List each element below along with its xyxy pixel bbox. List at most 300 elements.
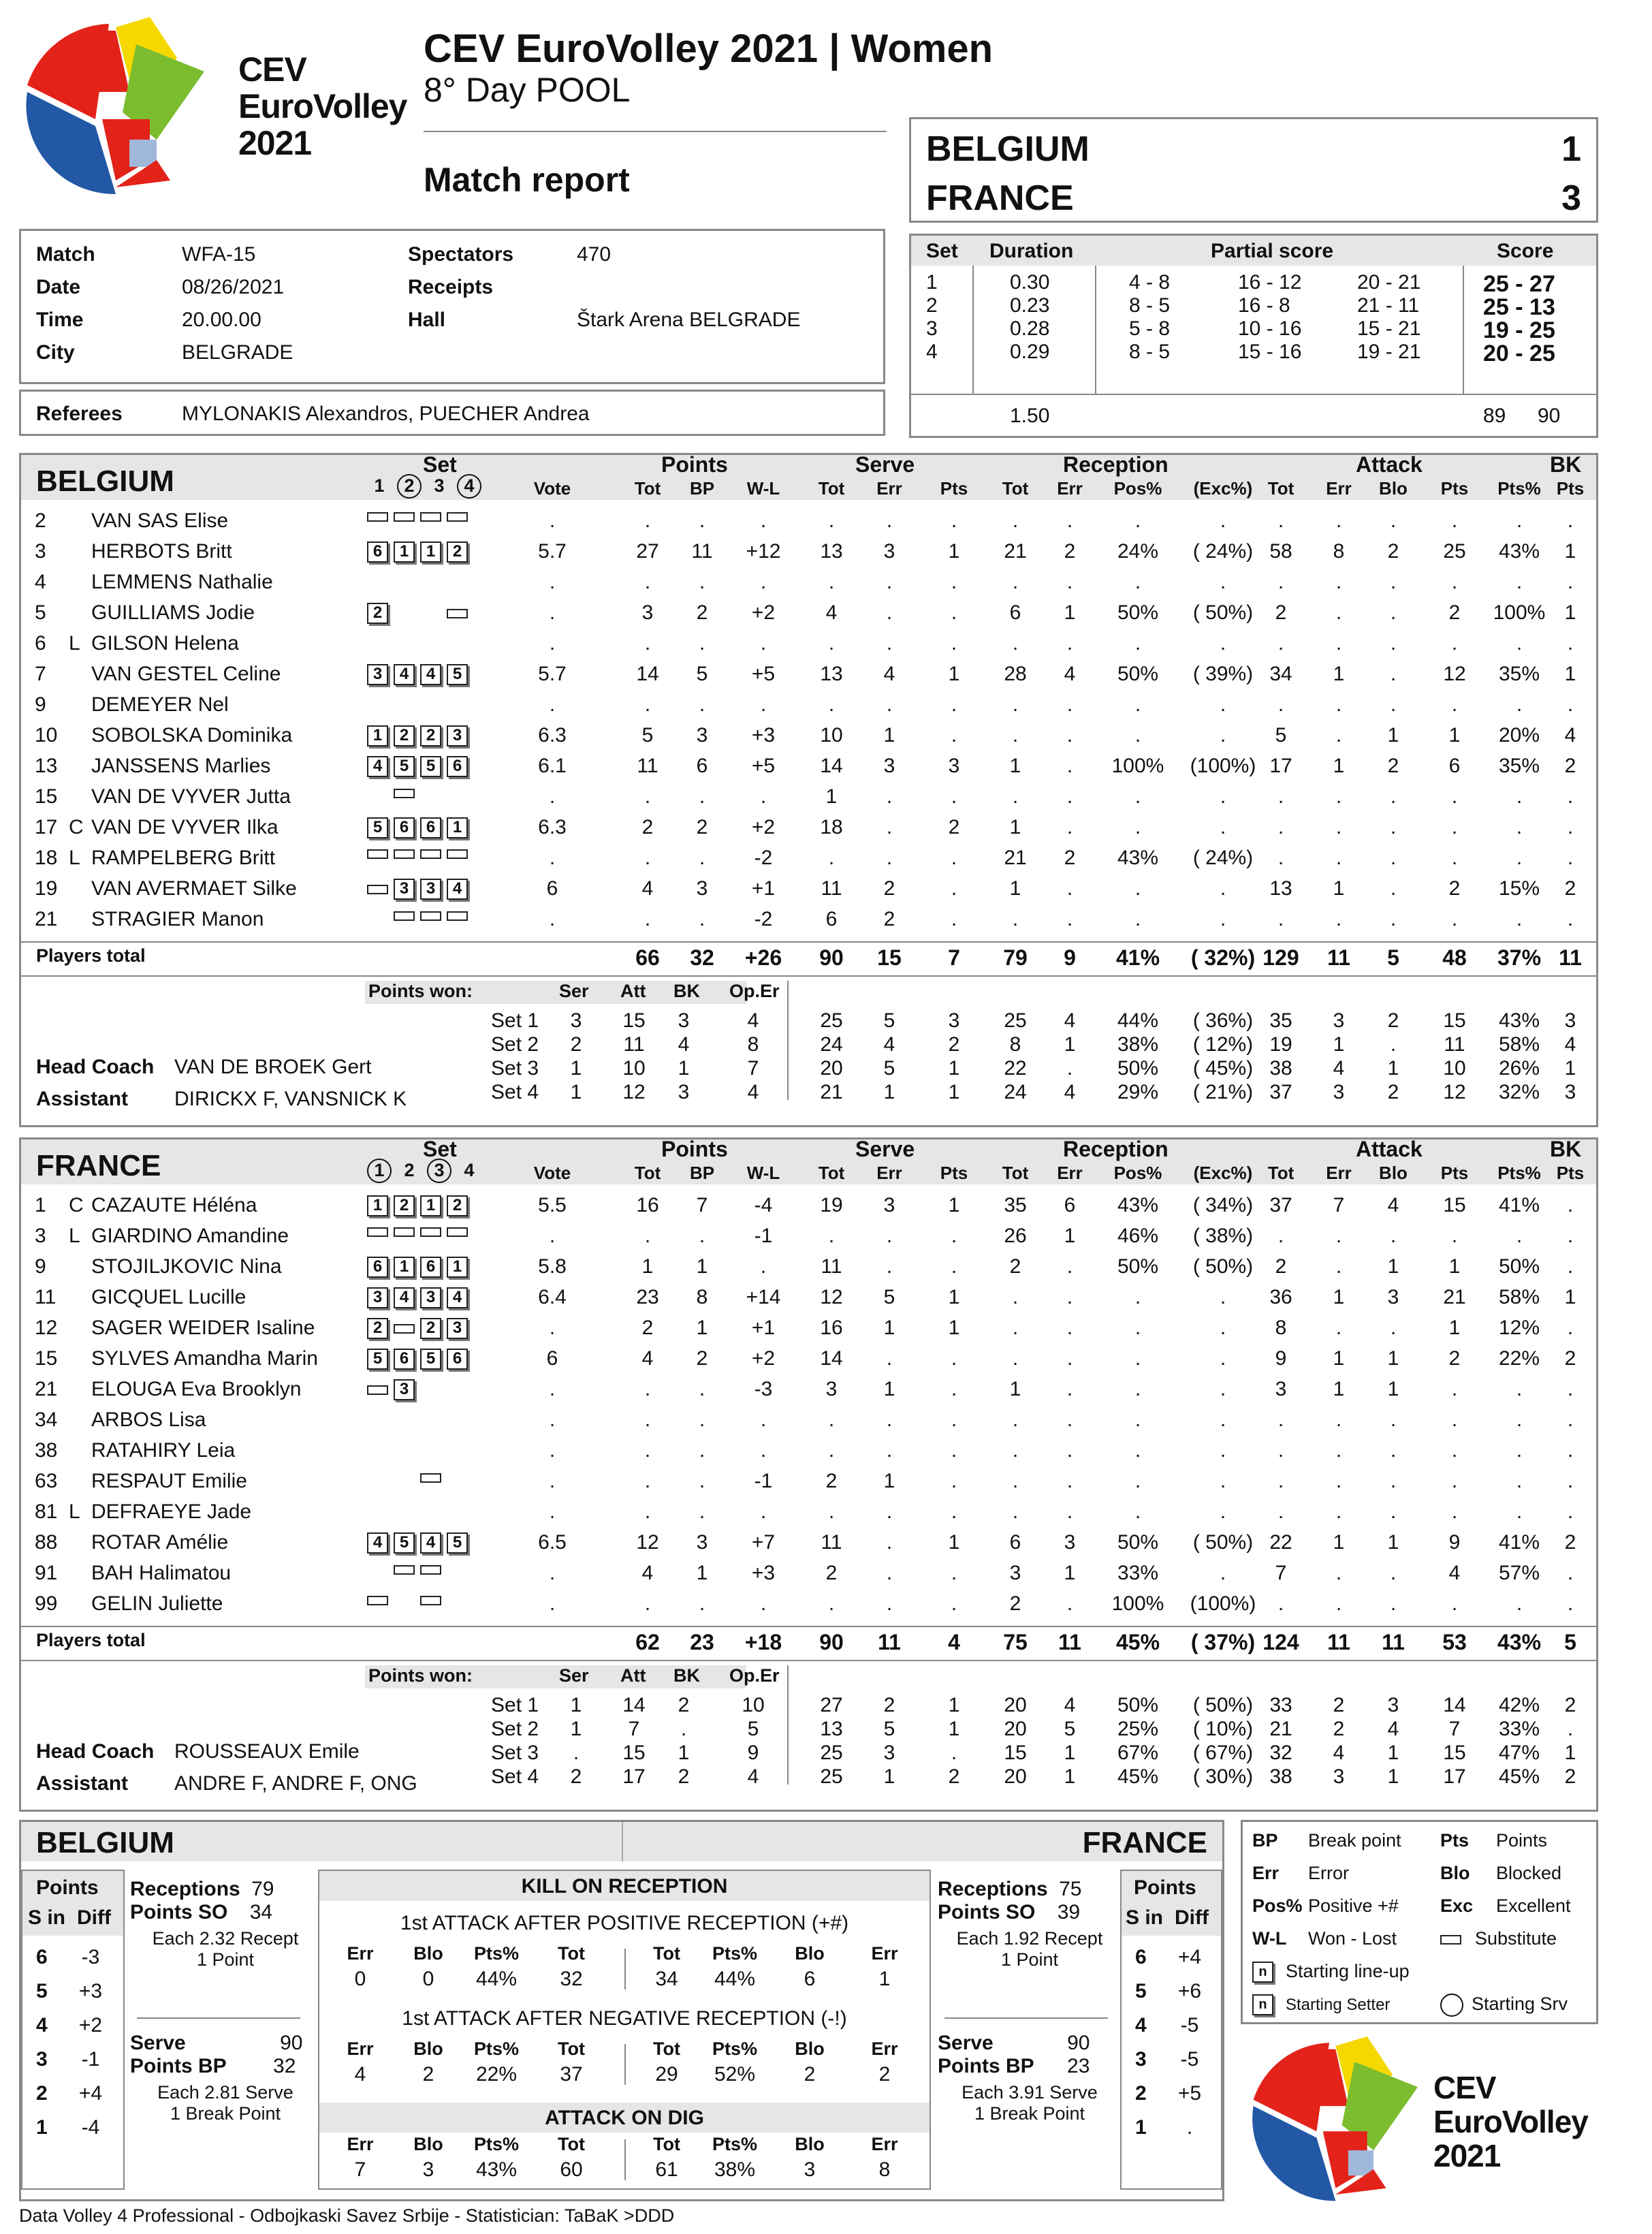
- team-b-name: FRANCE: [926, 178, 1074, 218]
- stat-apct: .: [1516, 1470, 1523, 1492]
- starting-box-icon: n: [1252, 1962, 1273, 1983]
- kill-hdr: Pts%: [473, 2134, 520, 2154]
- stat-rtot: .: [1012, 1286, 1019, 1308]
- substitute-icon: [394, 1227, 415, 1237]
- starting-position: 3: [367, 664, 388, 685]
- stat-rtot: 21: [1004, 847, 1027, 869]
- stat-rexc: .: [1220, 724, 1226, 746]
- stat-rexc: (100%): [1190, 1592, 1256, 1615]
- stat-spts: 1: [948, 1286, 960, 1308]
- substitute-icon: [367, 1227, 388, 1237]
- stat-apts: .: [1451, 1378, 1458, 1400]
- kill-right-value: 61: [655, 2158, 678, 2181]
- won-att-label: Att: [620, 1665, 646, 1686]
- stat-apct: 15%: [1498, 877, 1540, 900]
- stat-spts: .: [951, 1378, 957, 1400]
- stat-rpos: 46%: [1117, 1225, 1159, 1247]
- total-stot: 90: [819, 1630, 844, 1654]
- stat-vote: .: [549, 509, 556, 532]
- player-name: DEMEYER Nel: [91, 693, 229, 716]
- stat-wl: +7: [751, 1531, 776, 1554]
- stat-rpos: 24%: [1117, 540, 1159, 563]
- starting-position: 3: [420, 1287, 441, 1308]
- stat-bp: 8: [696, 1286, 708, 1308]
- player-name: HERBOTS Britt: [91, 540, 232, 563]
- per-set-rerr: 4: [1064, 1081, 1076, 1103]
- set-num: 4: [457, 474, 481, 499]
- stat-atot: 7: [1275, 1562, 1287, 1584]
- per-set-rtot: 25: [1004, 1009, 1027, 1032]
- kill-hdr: Tot: [558, 2039, 585, 2059]
- per-set-block: 2: [1564, 1694, 1576, 1716]
- starting-position: 6: [447, 756, 468, 777]
- per-set-apts: 7: [1448, 1718, 1461, 1740]
- stat-spts: .: [951, 632, 957, 655]
- player-sets: [367, 1257, 473, 1278]
- total-atot: 129: [1262, 945, 1299, 970]
- stat-rerr: .: [1066, 816, 1073, 838]
- per-set-rerr: .: [1066, 1057, 1073, 1080]
- stat-aerr: .: [1335, 908, 1342, 930]
- player-number: 11: [35, 1286, 57, 1308]
- stat-rexc: .: [1220, 509, 1226, 532]
- stat-wl: +3: [751, 724, 776, 746]
- subhdr-rexc: (Exc%): [1193, 478, 1253, 499]
- total-wl: +18: [744, 1630, 782, 1654]
- stat-rexc: .: [1220, 1470, 1226, 1492]
- set-duration: 0.29: [1010, 341, 1050, 363]
- per-set-rerr: 1: [1064, 1033, 1076, 1056]
- per-set-aerr: 2: [1333, 1694, 1345, 1716]
- total-bp: 23: [690, 1630, 714, 1654]
- substitute-icon: [394, 1565, 415, 1575]
- per-set-ablo: 1: [1387, 1742, 1399, 1764]
- player-number: 3: [35, 540, 46, 563]
- neg-title: 1st ATTACK AFTER NEGATIVE RECEPTION (-!): [402, 2007, 847, 2030]
- player-number: 81: [35, 1500, 58, 1523]
- city-value: BELGRADE: [182, 341, 293, 364]
- legend-key: W-L: [1252, 1928, 1287, 1949]
- per-set-rexc: ( 12%): [1192, 1033, 1254, 1056]
- substitute-icon: [420, 1473, 441, 1483]
- per-set-att: 15: [622, 1009, 646, 1032]
- right-pbp: 23: [1067, 2055, 1090, 2077]
- rotation-index: 5: [1135, 1980, 1147, 2002]
- stat-bp: 2: [696, 816, 708, 838]
- stat-atot: 37: [1269, 1194, 1292, 1216]
- substitute-icon: [420, 1227, 441, 1237]
- player-number: 21: [35, 1378, 58, 1400]
- substitute-icon: [367, 849, 388, 859]
- stat-rexc: ( 24%): [1192, 847, 1254, 869]
- per-set-att: 7: [628, 1718, 640, 1740]
- stat-rtot: .: [1012, 1500, 1019, 1523]
- stat-vote: .: [549, 1317, 556, 1339]
- kill-right-value: 1: [878, 1968, 891, 1990]
- stat-rtot: .: [1012, 1347, 1019, 1370]
- stat-rerr: .: [1066, 1255, 1073, 1278]
- starting-position: 2: [420, 725, 441, 746]
- total-rpos: 41%: [1115, 945, 1160, 970]
- total-stot: 90: [819, 945, 844, 970]
- per-set-rerr: 1: [1064, 1742, 1076, 1764]
- substitute-icon: [420, 849, 441, 859]
- player-name: GICQUEL Lucille: [91, 1286, 247, 1308]
- stat-stot: 4: [825, 601, 838, 624]
- result-box: [909, 117, 1598, 223]
- empty-set: [447, 1410, 468, 1419]
- players-total-label: Players total: [36, 945, 146, 966]
- rotation-index: 3: [36, 2048, 48, 2071]
- assistant-label: Assistant: [36, 1088, 129, 1110]
- stat-aerr: .: [1335, 1255, 1342, 1278]
- hdr-attack: Attack: [1356, 452, 1423, 477]
- player-number: 18: [35, 847, 58, 869]
- starting-position: 1: [367, 725, 388, 746]
- per-set-ablo: 4: [1387, 1718, 1399, 1740]
- player-sets: [367, 633, 473, 646]
- kill-hdr: Err: [871, 2039, 898, 2059]
- per-set-rtot: 22: [1004, 1057, 1027, 1080]
- legend-value: Won - Lost: [1308, 1928, 1397, 1949]
- stat-bp: 3: [696, 1531, 708, 1554]
- stat-bk: 4: [1564, 724, 1576, 746]
- city-label: City: [36, 341, 75, 364]
- stat-stot: .: [828, 1592, 835, 1615]
- kill-left-value: 7: [354, 2158, 366, 2181]
- subhdr-tot: Tot: [634, 1163, 661, 1183]
- kill-hdr: Pts%: [712, 1943, 758, 1964]
- stat-rerr: .: [1066, 1347, 1073, 1370]
- stat-stot: 13: [820, 663, 843, 685]
- per-set-rexc: ( 36%): [1192, 1009, 1254, 1032]
- per-set-bk: 2: [678, 1694, 690, 1716]
- stat-atot: .: [1277, 693, 1284, 716]
- stat-aerr: .: [1335, 1500, 1342, 1523]
- stat-spts: .: [951, 908, 957, 930]
- stat-wl: +5: [751, 663, 776, 685]
- player-sets: [367, 848, 473, 860]
- stat-ablo: 1: [1387, 1378, 1399, 1400]
- per-set-ser: 1: [570, 1718, 582, 1740]
- empty-set: [447, 572, 468, 582]
- stat-atot: .: [1277, 632, 1284, 655]
- player-sets: [367, 541, 473, 563]
- stat-serr: 3: [883, 540, 895, 563]
- stat-spts: .: [951, 1500, 957, 1523]
- kill-right-value: 2: [878, 2063, 891, 2086]
- kill-left-value: 0: [422, 1968, 434, 1990]
- per-set-serr: 1: [883, 1765, 895, 1788]
- player-number: 15: [35, 1347, 58, 1370]
- kill-hdr: Err: [871, 2134, 898, 2154]
- stat-apts: 4: [1448, 1562, 1461, 1584]
- stat-rerr: 1: [1064, 1225, 1076, 1247]
- cev-logo: [14, 17, 204, 208]
- stat-apct: .: [1516, 509, 1523, 532]
- stat-apct: .: [1516, 1378, 1523, 1400]
- stat-apts: .: [1451, 571, 1458, 593]
- per-set-aerr: 4: [1333, 1742, 1345, 1764]
- left-pso: 34: [249, 1901, 273, 1923]
- stat-ablo: .: [1390, 509, 1397, 532]
- stat-rtot: .: [1012, 1439, 1019, 1462]
- starting-position: 5: [447, 1532, 468, 1554]
- per-set-apct: 47%: [1498, 1742, 1540, 1764]
- stat-rexc: .: [1220, 877, 1226, 900]
- stat-apct: 57%: [1498, 1562, 1540, 1584]
- stat-aerr: 1: [1333, 1531, 1345, 1554]
- subhdr-bk: Pts: [1556, 1163, 1585, 1183]
- starting-position: 1: [447, 1257, 468, 1278]
- legend-key: Pos%: [1252, 1895, 1303, 1916]
- stat-atot: .: [1277, 1409, 1284, 1431]
- per-set-rexc: ( 50%): [1192, 1694, 1254, 1716]
- player-number: 3: [35, 1225, 46, 1247]
- stat-wl: .: [760, 632, 767, 655]
- player-name: VAN DE VYVER Ilka: [91, 816, 279, 838]
- per-set-block: 3: [1564, 1009, 1576, 1032]
- starting-position: 5: [367, 1349, 388, 1370]
- stat-apct: 35%: [1498, 755, 1540, 777]
- per-set-aerr: 3: [1333, 1009, 1345, 1032]
- substitute-icon: [394, 789, 415, 798]
- left-pbp-label: Points BP: [130, 2055, 227, 2077]
- stat-vote: 6: [546, 877, 558, 900]
- stat-aerr: .: [1335, 1562, 1342, 1584]
- stat-wl: -1: [754, 1470, 773, 1492]
- stat-vote: .: [549, 785, 556, 808]
- starting-position: 5: [447, 664, 468, 685]
- per-set-rexc: ( 67%): [1192, 1742, 1254, 1764]
- right-stats: [938, 1878, 1122, 2124]
- per-set-rerr: 4: [1064, 1694, 1076, 1716]
- player-name: ROTAR Amélie: [91, 1531, 229, 1554]
- stat-stot: 14: [820, 1347, 843, 1370]
- stat-spts: 1: [948, 1317, 960, 1339]
- player-sets: [367, 1410, 473, 1423]
- starting-position: 5: [420, 1349, 441, 1370]
- stat-rerr: .: [1066, 571, 1073, 593]
- stat-bp: .: [699, 1225, 705, 1247]
- per-set-att: 10: [622, 1057, 646, 1080]
- per-set-spts: 1: [948, 1718, 960, 1740]
- stat-tot: 1: [641, 1255, 654, 1278]
- kill-right-value: 3: [804, 2158, 816, 2181]
- starting-position: 1: [420, 1195, 441, 1216]
- set-number: 1: [926, 271, 938, 294]
- kill-right-value: 34: [655, 1968, 678, 1990]
- rotation-diff: +4: [78, 2082, 103, 2105]
- stat-bk: .: [1567, 1592, 1574, 1615]
- stat-serr: .: [886, 1592, 893, 1615]
- per-set-block: 4: [1564, 1033, 1576, 1056]
- stat-stot: 18: [820, 816, 843, 838]
- stat-apts: .: [1451, 1409, 1458, 1431]
- stat-vote: .: [549, 1225, 556, 1247]
- player-role: C: [69, 1194, 84, 1216]
- player-number: 91: [35, 1562, 58, 1584]
- left-points-label: Points: [36, 1876, 99, 1899]
- stat-tot: .: [644, 693, 651, 716]
- hdr-attack: Attack: [1356, 1137, 1423, 1161]
- stat-rpos: .: [1134, 1317, 1141, 1339]
- per-set-serr: 5: [883, 1718, 895, 1740]
- stat-serr: .: [886, 1409, 893, 1431]
- empty-set: [394, 1594, 415, 1603]
- stat-apct: .: [1516, 1409, 1523, 1431]
- total-duration: 1.50: [1010, 405, 1050, 427]
- rotation-index: 5: [36, 1980, 48, 2002]
- stat-aerr: 8: [1333, 540, 1345, 563]
- per-set-oper: 4: [747, 1009, 759, 1032]
- kill-left-value: 3: [422, 2158, 434, 2181]
- set-num: 3: [427, 1159, 451, 1183]
- stat-stot: 3: [825, 1378, 838, 1400]
- set-numbers: [367, 1159, 487, 1183]
- stat-aerr: .: [1335, 601, 1342, 624]
- subhdr-spts: Pts: [940, 1163, 968, 1183]
- set-score: 19 - 25: [1483, 317, 1555, 343]
- player-name: SAGER WEIDER Isaline: [91, 1317, 315, 1339]
- empty-set: [420, 1502, 441, 1511]
- per-set-atot: 19: [1269, 1033, 1292, 1056]
- kill-hdr: Tot: [558, 1943, 585, 1964]
- substitute-icon: [447, 512, 468, 522]
- stat-atot: 2: [1275, 1255, 1287, 1278]
- stat-bp: .: [699, 908, 705, 930]
- stat-bp: 3: [696, 877, 708, 900]
- player-sets: [367, 756, 473, 777]
- set-num: 3: [434, 475, 445, 496]
- stat-rexc: ( 50%): [1192, 1531, 1254, 1554]
- subhdr-apct: Pts%: [1497, 478, 1541, 499]
- stat-vote: 6.3: [538, 816, 567, 838]
- per-set-apts: 15: [1443, 1742, 1466, 1764]
- kill-hdr: Blo: [795, 2039, 825, 2059]
- empty-set: [394, 695, 415, 704]
- stat-ablo: .: [1390, 785, 1397, 808]
- stat-bk: 1: [1564, 540, 1576, 563]
- set-num: 1: [367, 1159, 392, 1183]
- stat-stot: 10: [820, 724, 843, 746]
- won-ser-label: Ser: [559, 1665, 589, 1686]
- stat-apts: .: [1451, 816, 1458, 838]
- player-role: L: [69, 1500, 80, 1523]
- stat-vote: .: [549, 1500, 556, 1523]
- stat-rtot: 1: [1009, 755, 1021, 777]
- right-points-label: Points: [1134, 1876, 1196, 1899]
- per-set-ser: 3: [570, 1009, 582, 1032]
- player-number: 19: [35, 877, 58, 900]
- team-name: BELGIUM: [36, 465, 174, 498]
- stat-bk: 1: [1564, 663, 1576, 685]
- starting-position: 6: [420, 1257, 441, 1278]
- starting-position: 1: [420, 541, 441, 563]
- stat-atot: .: [1277, 816, 1284, 838]
- stat-rpos: 100%: [1111, 1592, 1164, 1615]
- per-set-label: Set 3: [491, 1742, 539, 1764]
- stat-stot: 13: [820, 540, 843, 563]
- team-france-table: [19, 1137, 1598, 1812]
- stat-apct: 22%: [1498, 1347, 1540, 1370]
- stat-stot: 11: [821, 1255, 842, 1278]
- kill-title: KILL ON RECEPTION: [521, 1875, 728, 1898]
- per-set-ser: 1: [570, 1694, 582, 1716]
- right-rec: 75: [1059, 1878, 1082, 1900]
- set-num: 2: [404, 1160, 415, 1180]
- stat-bk: .: [1567, 1317, 1574, 1339]
- stat-wl: .: [760, 1255, 767, 1278]
- stat-spts: .: [951, 1470, 957, 1492]
- per-set-stot: 21: [820, 1081, 843, 1103]
- stat-vote: .: [549, 1562, 556, 1584]
- subhdr-serr: Err: [876, 478, 902, 499]
- starting-position: 6: [394, 817, 415, 838]
- stat-wl: -4: [754, 1194, 773, 1216]
- total-score-a: 89: [1483, 405, 1506, 427]
- stat-atot: .: [1277, 1500, 1284, 1523]
- player-name: SOBOLSKA Dominika: [91, 724, 293, 746]
- starting-position: 1: [394, 1257, 415, 1278]
- stat-rerr: .: [1066, 877, 1073, 900]
- substitute-icon: [420, 1596, 441, 1605]
- rotation-index: 2: [1135, 2082, 1147, 2105]
- total-rtot: 75: [1003, 1630, 1028, 1654]
- empty-set: [447, 1441, 468, 1450]
- stat-wl: +2: [751, 816, 776, 838]
- per-set-stot: 20: [820, 1057, 843, 1080]
- set-number: 4: [926, 341, 938, 363]
- stat-vote: 6.5: [538, 1531, 567, 1554]
- team-a-name: BELGIUM: [926, 129, 1090, 169]
- stat-tot: 4: [641, 877, 654, 900]
- stat-stot: 6: [825, 908, 838, 930]
- stat-bk: .: [1567, 1409, 1574, 1431]
- per-set-label: Set 2: [491, 1718, 539, 1740]
- per-set-att: 14: [622, 1694, 646, 1716]
- player-name: VAN AVERMAET Silke: [91, 877, 297, 900]
- player-name: RATAHIRY Leia: [91, 1439, 236, 1462]
- partial-16: 15 - 16: [1238, 341, 1302, 363]
- stat-rerr: 6: [1064, 1194, 1076, 1216]
- per-set-ablo: 1: [1387, 1057, 1399, 1080]
- won-ser-label: Ser: [559, 981, 589, 1001]
- starting-position: 3: [367, 1287, 388, 1308]
- starting-position: 4: [447, 879, 468, 900]
- empty-set: [447, 695, 468, 704]
- rotation-index: 1: [36, 2116, 48, 2139]
- player-sets: [367, 787, 473, 800]
- subhdr-apts: Pts: [1440, 478, 1469, 499]
- set-score: 25 - 27: [1483, 271, 1555, 297]
- per-set-stot: 25: [820, 1742, 843, 1764]
- stat-bp: .: [699, 1409, 705, 1431]
- substitute-icon: [447, 1227, 468, 1237]
- subhdr-serr: Err: [876, 1163, 902, 1183]
- per-set-rpos: 45%: [1117, 1765, 1159, 1788]
- rotation-index: 2: [36, 2082, 48, 2105]
- right-rec-label: Receptions: [938, 1878, 1048, 1900]
- substitute-icon: [447, 849, 468, 859]
- per-set-bk: 3: [678, 1009, 690, 1032]
- match-info-box: [19, 229, 885, 384]
- rotation-index: 4: [1135, 2014, 1147, 2036]
- stat-bk: .: [1567, 1378, 1574, 1400]
- starting-position: 3: [394, 1379, 415, 1400]
- stat-apts: 2: [1448, 1347, 1461, 1370]
- player-sets: [367, 879, 473, 900]
